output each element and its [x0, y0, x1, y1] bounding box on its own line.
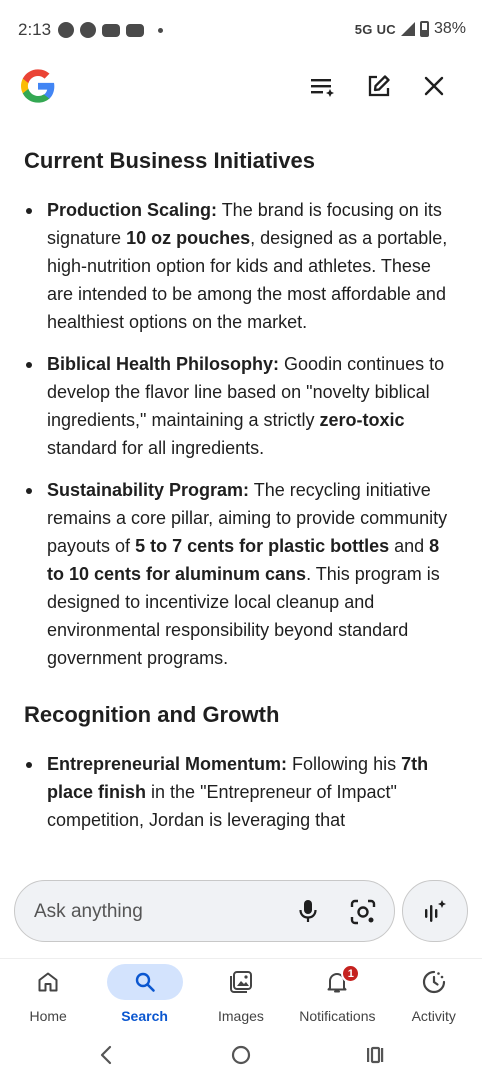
activity-icon — [421, 969, 447, 995]
item-bold: 7th place finish — [47, 754, 429, 802]
menu-sparkle-button[interactable] — [306, 70, 338, 102]
list-item — [24, 196, 458, 336]
battery-icon — [420, 21, 429, 37]
menu-sparkle-icon — [308, 72, 336, 100]
close-icon — [420, 72, 448, 100]
nav-search[interactable] — [97, 959, 193, 1030]
ai-mode-button[interactable] — [402, 880, 468, 942]
youtube-icon — [126, 24, 144, 37]
nav-icon-wrap — [107, 964, 183, 1000]
nav-icon-wrap — [203, 964, 279, 1000]
messenger-icon — [80, 22, 96, 38]
item-bold: 5 to 7 cents for plastic bottles — [135, 536, 390, 556]
bullet-list — [24, 750, 458, 834]
nav-home[interactable] — [0, 959, 96, 1030]
status-time: 2:13 — [18, 20, 52, 39]
nav-icon-wrap — [10, 964, 86, 1000]
app-header — [0, 60, 482, 120]
item-bold: zero-toxic — [319, 410, 405, 430]
notification-badge: 1 — [341, 964, 360, 983]
recents-icon[interactable] — [360, 1040, 390, 1070]
item-bold: 10 oz pouches — [126, 228, 251, 248]
nav-label: Activity — [411, 1008, 456, 1024]
section-heading: Recognition and Growth — [24, 702, 280, 727]
close-button[interactable] — [418, 70, 450, 102]
item-text: The brand is focusing on its signature — [47, 200, 442, 248]
nav-label: Search — [121, 1008, 168, 1024]
item-lead: Entrepreneurial Momentum: — [47, 754, 288, 774]
home-icon — [36, 970, 60, 994]
item-text: The recycling initiative remains a core pillar, aiming to provide community payouts of — [47, 480, 448, 556]
nav-label: Images — [218, 1008, 264, 1024]
notification-icons — [58, 22, 163, 38]
nav-notifications[interactable] — [289, 959, 385, 1030]
ask-input[interactable] — [14, 880, 395, 942]
more-notifications-dot-icon — [158, 28, 163, 33]
section-heading: Current Business Initiatives — [24, 148, 315, 173]
item-text: standard for all ingredients. — [47, 438, 265, 458]
signal-icon — [401, 22, 415, 36]
nav-icon-wrap — [396, 964, 472, 1000]
list-item — [24, 350, 458, 462]
network-label: 5G UC — [354, 21, 396, 37]
google-logo-icon — [18, 66, 58, 106]
nav-label: Home — [29, 1008, 67, 1024]
item-lead: Biblical Health Philosophy: — [47, 354, 280, 374]
system-navigation — [0, 1030, 482, 1080]
sparkle-bars-icon — [421, 897, 449, 925]
item-lead: Production Scaling: — [47, 200, 218, 220]
list-item — [24, 476, 458, 672]
edit-button[interactable] — [363, 70, 395, 102]
item-text: . This program is designed to incentivize local cleanup and environmental responsibility beyond standard government programs. — [47, 564, 440, 668]
status-right — [355, 20, 466, 38]
images-icon — [228, 969, 254, 995]
bottom-navigation — [0, 958, 482, 1030]
nav-icon-wrap — [299, 964, 375, 1000]
google-lens-icon[interactable] — [347, 896, 379, 928]
edit-icon — [365, 72, 393, 100]
item-bold: 8 to 10 cents for aluminum cans — [47, 536, 440, 584]
bullet-list — [24, 196, 458, 672]
battery-percent: 38% — [433, 20, 466, 37]
status-bar — [0, 0, 482, 60]
nav-label: Notifications — [299, 1008, 376, 1024]
item-lead: Sustainability Program: — [47, 480, 250, 500]
microphone-icon[interactable] — [293, 896, 323, 926]
item-text: , designed as a portable, high-nutrition option for kids and athletes. These are intended to be among the most affordable and healthiest options on the market. — [47, 228, 448, 332]
list-item — [24, 750, 458, 834]
messenger-icon — [58, 22, 74, 38]
item-text: Following his — [287, 754, 402, 774]
back-icon[interactable] — [92, 1040, 122, 1070]
nav-images[interactable] — [193, 959, 289, 1030]
item-text: Goodin continues to develop the flavor line based on "novelty biblical ingredients," maintaining a strictly — [47, 354, 445, 430]
home-button-icon[interactable] — [226, 1040, 256, 1070]
youtube-icon — [102, 24, 120, 37]
item-text: and — [389, 536, 430, 556]
ask-placeholder: Ask anything — [34, 901, 143, 922]
search-icon — [133, 970, 157, 994]
item-text: in the "Entrepreneur of Impact" competition, Jordan is leveraging that — [47, 782, 397, 830]
nav-activity[interactable] — [386, 959, 482, 1030]
ai-answer-content — [0, 120, 482, 872]
